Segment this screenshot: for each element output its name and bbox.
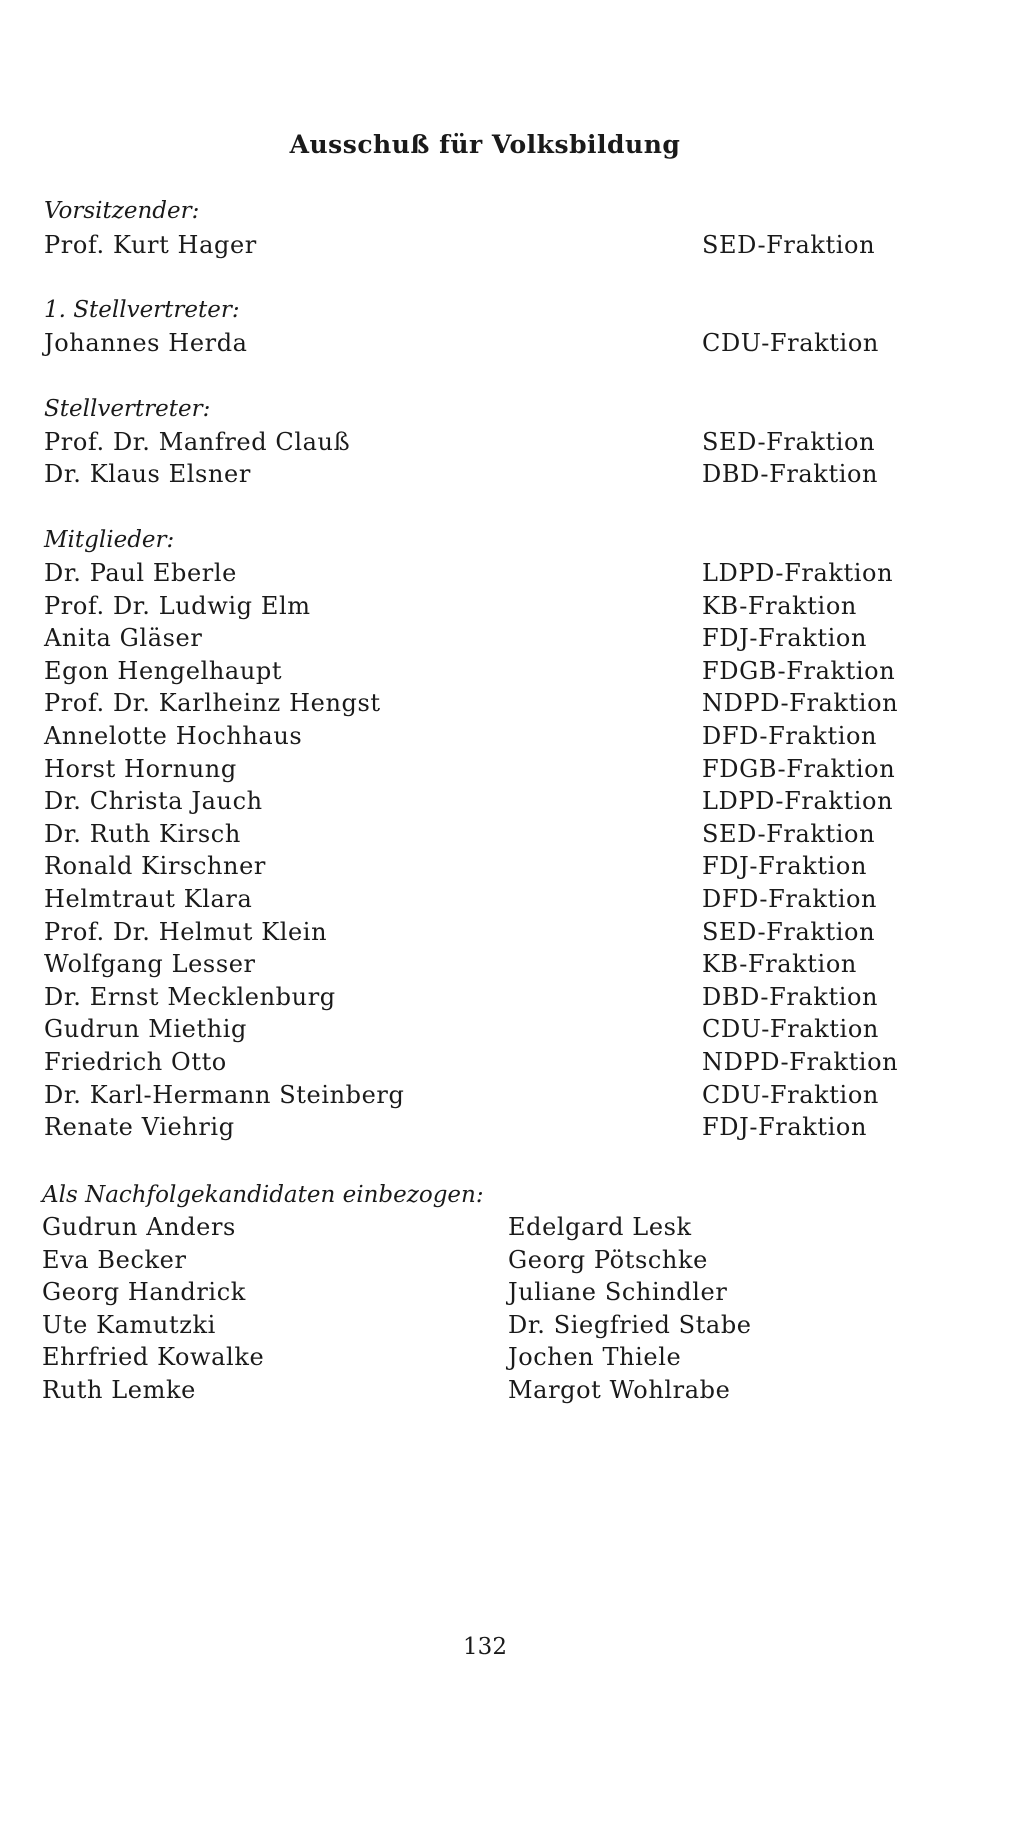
member-row [44,1111,924,1143]
successor-name: Ruth Lemke [42,1375,196,1404]
member-name: Renate Viehrig [44,1113,235,1142]
page-number: 132 [463,1634,507,1660]
member-name: Egon Hengelhaupt [44,656,283,685]
successors-right-column [508,1211,752,1406]
member-row [44,981,924,1013]
member-party: KB-Fraktion [702,950,857,979]
deputy-name: Prof. Dr. Manfred Clauß [44,428,351,456]
chair-name: Prof. Kurt Hager [44,231,257,259]
member-name: Horst Hornung [44,754,237,783]
member-party: LDPD-Fraktion [702,787,894,816]
member-name: Ronald Kirschner [44,852,266,881]
member-row [44,850,924,882]
member-row [44,590,924,622]
first-deputy-label: 1. Stellvertreter: [44,297,240,323]
member-party: SED-Fraktion [702,917,876,946]
member-name: Dr. Paul Eberle [44,559,237,587]
successor-name: Georg Pötschke [508,1245,708,1274]
member-row [44,720,924,752]
member-row [44,1046,924,1078]
deputy-party: DBD-Fraktion [702,460,879,488]
member-row [44,1013,924,1045]
member-party: FDGB-Fraktion [702,656,896,685]
successor-name: Ehrfried Kowalke [42,1343,265,1371]
successor-name: Dr. Siegfried Stabe [508,1310,752,1339]
chair-party: SED-Fraktion [702,231,876,259]
deputy-party: SED-Fraktion [702,428,876,456]
successors-label: Als Nachfolgekandidaten einbezogen: [42,1182,484,1208]
member-party: FDGB-Fraktion [702,754,896,783]
successor-name: Gudrun Anders [42,1213,236,1241]
member-name: Wolfgang Lesser [44,950,256,979]
successor-name: Ute Kamutzki [42,1310,216,1339]
first-deputy-row [44,327,924,359]
member-party: DFD-Fraktion [702,722,878,750]
member-party: DFD-Fraktion [702,885,878,913]
member-party: FDJ-Fraktion [702,1113,868,1142]
member-name: Dr. Ruth Kirsch [44,819,241,848]
member-row [44,785,924,817]
member-row [44,753,924,785]
page-title: Ausschuß für Volksbildung [289,130,681,159]
member-party: SED-Fraktion [702,819,876,848]
member-party: FDJ-Fraktion [702,624,868,653]
successor-name: Jochen Thiele [508,1343,682,1371]
member-row [44,622,924,654]
member-row [44,687,924,719]
members-label: Mitglieder: [44,527,175,553]
successor-name: Georg Handrick [42,1278,246,1306]
member-party: DBD-Fraktion [702,982,879,1011]
chair-label: Vorsitzender: [44,198,200,224]
member-party: LDPD-Fraktion [702,559,894,587]
successor-name: Eva Becker [42,1245,187,1274]
member-name: Dr. Christa Jauch [44,787,263,816]
member-row [44,557,924,589]
deputy-row [44,426,924,458]
member-party: NDPD-Fraktion [702,689,899,718]
deputy-name: Dr. Klaus Elsner [44,460,251,488]
first-deputy-party: CDU-Fraktion [702,329,879,357]
member-name: Prof. Dr. Helmut Klein [44,917,328,946]
member-name: Friedrich Otto [44,1048,227,1076]
successor-name: Juliane Schindler [508,1278,728,1306]
member-name: Prof. Dr. Ludwig Elm [44,591,311,620]
member-name: Anita Gläser [44,624,203,653]
deputy-row [44,458,924,490]
member-name: Prof. Dr. Karlheinz Hengst [44,689,381,718]
member-row [44,1079,924,1111]
member-name: Annelotte Hochhaus [44,722,303,750]
member-party: KB-Fraktion [702,591,857,620]
member-row [44,818,924,850]
successor-name: Margot Wohlrabe [508,1375,731,1404]
member-party: FDJ-Fraktion [702,852,868,881]
member-row [44,948,924,980]
member-name: Dr. Karl-Hermann Steinberg [44,1080,405,1109]
member-party: CDU-Fraktion [702,1080,879,1109]
member-row [44,655,924,687]
member-name: Helmtraut Klara [44,885,253,913]
member-row [44,883,924,915]
chair-row [44,229,924,261]
member-name: Dr. Ernst Mecklenburg [44,982,336,1011]
member-name: Gudrun Miethig [44,1015,248,1044]
deputies-label: Stellvertreter: [44,396,211,422]
successor-name: Edelgard Lesk [508,1213,692,1241]
member-party: CDU-Fraktion [702,1015,879,1044]
member-party: NDPD-Fraktion [702,1048,899,1076]
successors-left-column [42,1211,264,1406]
first-deputy-name: Johannes Herda [44,329,248,357]
member-row [44,916,924,948]
